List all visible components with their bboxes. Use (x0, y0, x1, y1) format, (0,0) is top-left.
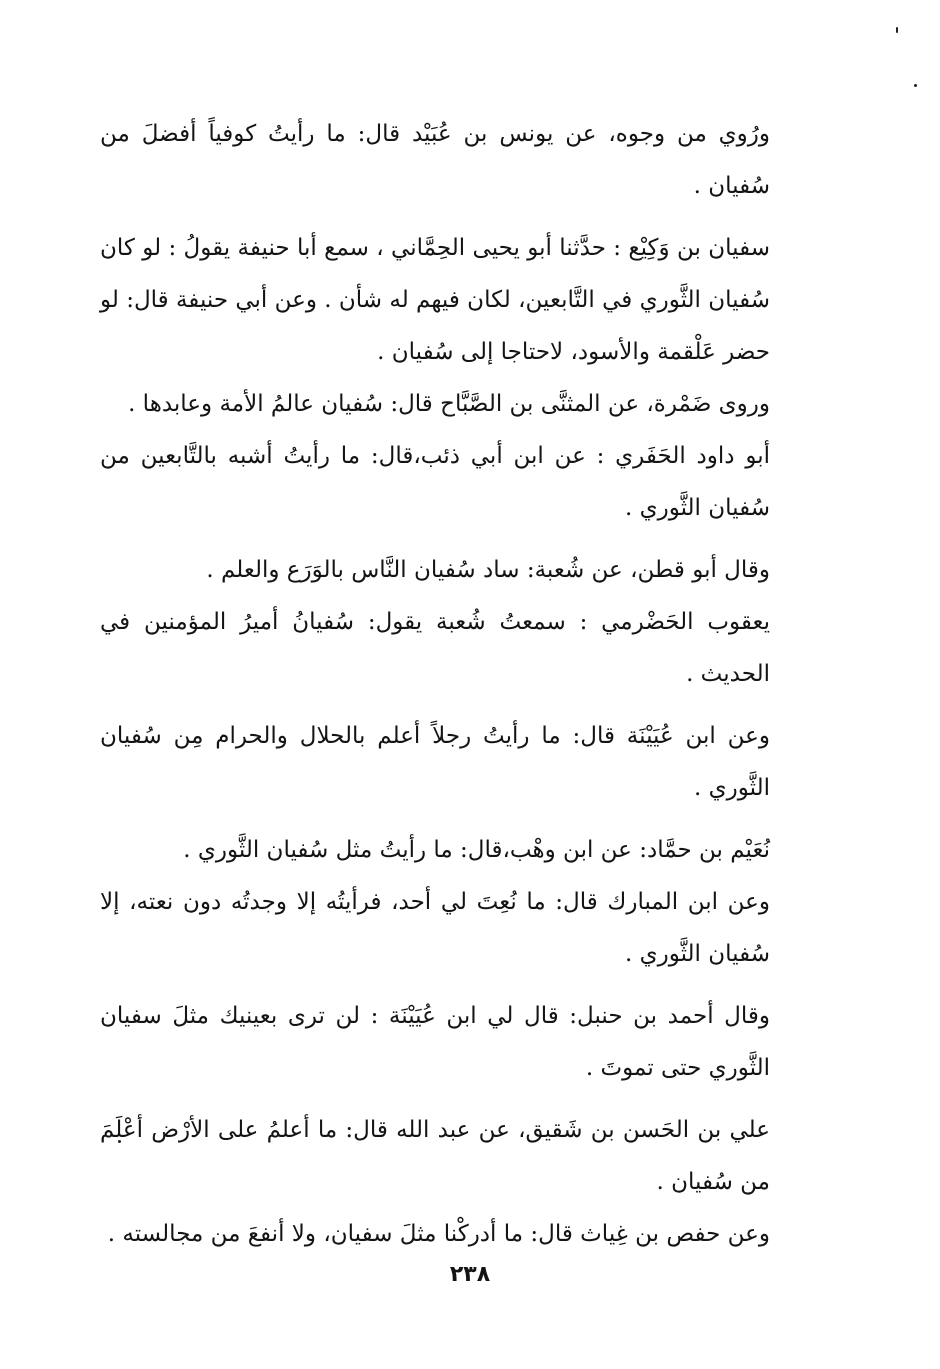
paragraph: سفيان بن وَكِيْع : حدَّثنا أبو يحيى الحِمَّاني ، سمع أبا حنيفة يقولُ : لو كان سُفيان الثَّوري في التَّابعين، لكان فيهم له شأن . وعن أبي حنيفة قال: لو حضر عَلْقمة والأسود، لاحتاجا إلى سُفيان . (100, 235, 770, 365)
paragraph: أبو داود الحَفَري : عن ابن أبي ذئب،قال: ما رأيتُ أشبه بالتَّابعين من سُفيان الثَّوري . (100, 443, 770, 521)
paragraph: وعن ابن عُيَيْنَة قال: ما رأيتُ رجلاً أعلم بالحلال والحرام مِن سُفيان الثَّوري . (100, 723, 770, 801)
paragraph: وعن حفص بن غِياث قال: ما أدركْنا مثلَ سفيان، ولا أنفعَ من مجالسته . (107, 1221, 770, 1247)
paragraph: وعن ابن المبارك قال: ما نُعِتَ لي أحد، فرأيتُه إلا وجدتُه دون نعته، إلا سُفيان الثَّوري . (100, 889, 770, 967)
paragraph: وروى ضَمْرة، عن المثنَّى بن الصَّبَّاح قال: سُفيان عالمُ الأمة وعابدها . (128, 391, 770, 417)
paragraph: يعقوب الحَضْرمي : سمعتُ شُعبة يقول: سُفيانُ أميرُ المؤمنين في الحديث . (100, 609, 770, 687)
page-number: ٢٣٨ (449, 1262, 491, 1287)
scan-speck (896, 27, 898, 33)
paragraph: وقال أحمد بن حنبل: قال لي ابن عُيَيْنَة : لن ترى بعينيك مثلَ سفيان الثَّوري حتى تموتَ . (100, 1003, 770, 1081)
paragraph: علي بن الحَسن بن شَقيق، عن عبد الله قال: ما أعلمُ على الأرْض أعْلَمَ من سُفيان . (100, 1117, 770, 1195)
paragraph: ورُوي من وجوه، عن يونس بن عُبَيْد قال: ما رأيتُ كوفياً أفضلَ من سُفيان . (100, 121, 770, 199)
scan-speck (914, 84, 917, 87)
paragraph: نُعَيْم بن حمَّاد: عن ابن وهْب،قال: ما رأيتُ مثل سُفيان الثَّوري . (183, 837, 770, 863)
body-text (100, 108, 770, 1260)
paragraph: وقال أبو قطن، عن شُعبة: ساد سُفيان النَّاس بالوَرَع والعلم . (206, 557, 770, 583)
